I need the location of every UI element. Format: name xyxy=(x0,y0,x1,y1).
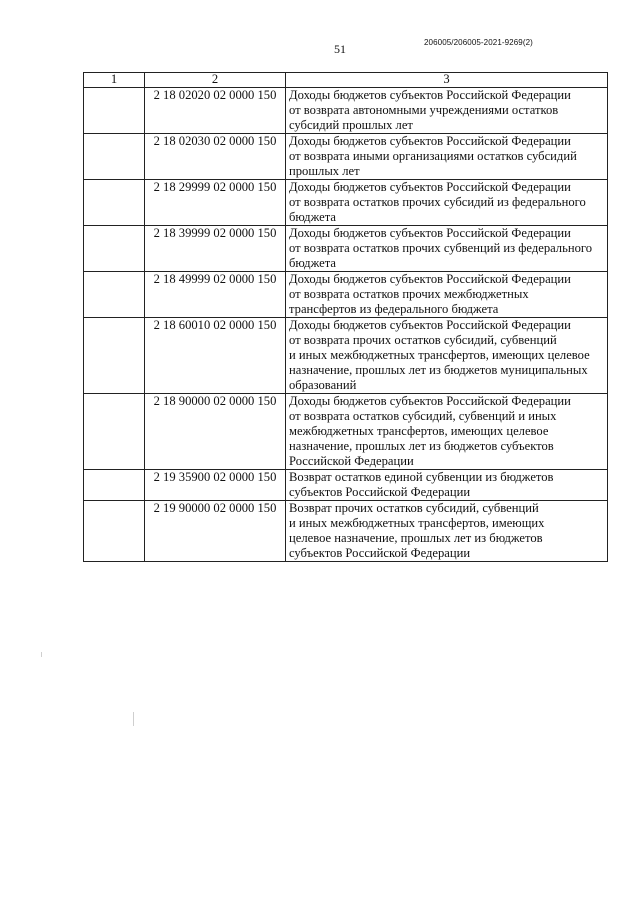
budget-code-cell: 2 18 60010 02 0000 150 xyxy=(145,318,286,394)
budget-code-cell: 2 19 35900 02 0000 150 xyxy=(145,470,286,501)
description-cell: Доходы бюджетов субъектов Российской Федерации от возврата автономными учреждениями остатков субсидий прошлых лет xyxy=(286,88,608,134)
budget-code-cell: 2 18 02030 02 0000 150 xyxy=(145,134,286,180)
description-cell: Доходы бюджетов субъектов Российской Федерации от возврата иными организациями остатков субсидий прошлых лет xyxy=(286,134,608,180)
description-cell: Возврат остатков единой субвенции из бюджетов субъектов Российской Федерации xyxy=(286,470,608,501)
budget-code-cell: 2 18 49999 02 0000 150 xyxy=(145,272,286,318)
document-code: 206005/206005-2021-9269(2) xyxy=(424,38,533,47)
table-row xyxy=(84,88,608,134)
table-row xyxy=(84,501,608,562)
budget-code-cell: 2 18 29999 02 0000 150 xyxy=(145,180,286,226)
table-row xyxy=(84,226,608,272)
description-cell: Возврат прочих остатков субсидий, субвенций и иных межбюджетных трансфертов, имеющих целевое назначение, прошлых лет из бюджетов субъектов Российской Федерации xyxy=(286,501,608,562)
table-row xyxy=(84,318,608,394)
row-index-cell xyxy=(84,180,145,226)
table-header-row xyxy=(84,73,608,88)
table-row xyxy=(84,470,608,501)
row-index-cell xyxy=(84,394,145,470)
budget-code-cell: 2 18 02020 02 0000 150 xyxy=(145,88,286,134)
column-header-2: 2 xyxy=(145,73,286,88)
budget-code-cell: 2 19 90000 02 0000 150 xyxy=(145,501,286,562)
description-cell: Доходы бюджетов субъектов Российской Федерации от возврата остатков прочих субсидий из федерального бюджета xyxy=(286,180,608,226)
column-header-3: 3 xyxy=(286,73,608,88)
page-number: 51 xyxy=(334,42,346,56)
row-index-cell xyxy=(84,134,145,180)
table-row xyxy=(84,134,608,180)
table-row xyxy=(84,180,608,226)
description-cell: Доходы бюджетов субъектов Российской Федерации от возврата остатков субсидий, субвенций и иных межбюджетных трансфертов, имеющих целевое назначение, прошлых лет из бюджетов субъектов Российской Федерации xyxy=(286,394,608,470)
scan-artifact-mark xyxy=(133,712,134,726)
budget-code-cell: 2 18 39999 02 0000 150 xyxy=(145,226,286,272)
description-cell: Доходы бюджетов субъектов Российской Федерации от возврата прочих остатков субсидий, субвенций и иных межбюджетных трансфертов, имеющих целевое назначение, прошлых лет из бюджетов муниципальных образований xyxy=(286,318,608,394)
budget-code-cell: 2 18 90000 02 0000 150 xyxy=(145,394,286,470)
table-row xyxy=(84,394,608,470)
table-row xyxy=(84,272,608,318)
description-cell: Доходы бюджетов субъектов Российской Федерации от возврата остатков прочих межбюджетных трансфертов из федерального бюджета xyxy=(286,272,608,318)
row-index-cell xyxy=(84,88,145,134)
row-index-cell xyxy=(84,470,145,501)
row-index-cell xyxy=(84,272,145,318)
scan-artifact-mark xyxy=(41,652,42,657)
budget-codes-table xyxy=(83,72,608,562)
description-cell: Доходы бюджетов субъектов Российской Федерации от возврата остатков прочих субвенций из федерального бюджета xyxy=(286,226,608,272)
row-index-cell xyxy=(84,501,145,562)
row-index-cell xyxy=(84,318,145,394)
row-index-cell xyxy=(84,226,145,272)
column-header-1: 1 xyxy=(84,73,145,88)
